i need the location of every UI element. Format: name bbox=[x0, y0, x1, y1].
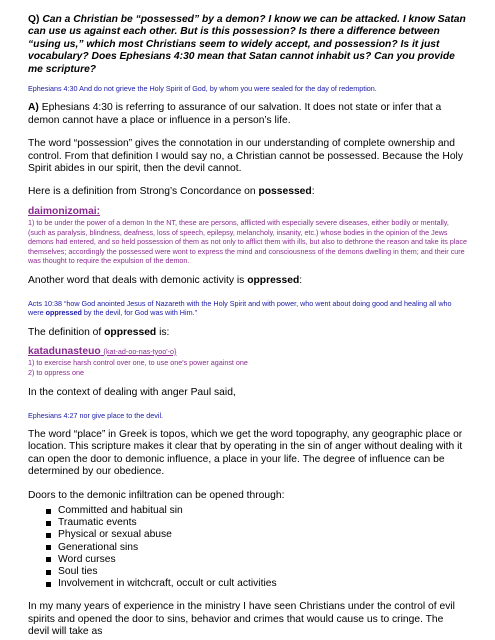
question-label: Q) bbox=[28, 14, 40, 25]
definition-oppressed-word: oppressed bbox=[104, 326, 157, 338]
answer-label: A) bbox=[28, 102, 39, 114]
possessed-word: possessed bbox=[258, 186, 312, 198]
term-katadunasteuo bbox=[28, 346, 467, 358]
katadunasteuo-pronunciation: {kat-ad-oo-nas-tyoo'-o} bbox=[103, 346, 177, 356]
possession-paragraph: The word “possession” gives the connotation in our understanding of complete ownership and control. From that definition I would say no, a Christian cannot be possessed. Because the Holy Spirit abides in our spirit, then the devil cannot. bbox=[28, 138, 463, 175]
list-item: Word curses bbox=[58, 554, 467, 566]
katadunasteuo-definitions bbox=[28, 358, 467, 377]
verse-acts-10-38 bbox=[28, 299, 467, 318]
doors-intro: Doors to the demonic infiltration can be opened through: bbox=[28, 489, 285, 501]
strongs-intro-text: Here is a definition from Strong’s Concordance on bbox=[28, 186, 259, 198]
acts-verse-oppressed: oppressed bbox=[45, 308, 82, 318]
list-item: Committed and habitual sin bbox=[58, 505, 467, 517]
verse-ephesians-4-27: Ephesians 4:27 nor give place to the devil. bbox=[28, 410, 164, 420]
oppressed-intro-text: Another word that deals with demonic activity is bbox=[28, 275, 248, 287]
definition-intro bbox=[28, 327, 467, 339]
definition-intro-after: is: bbox=[156, 326, 170, 338]
question-paragraph bbox=[28, 14, 467, 76]
place-paragraph: The word “place” in Greek is topos, which we get the word topography, any geographic place or location. This scripture makes it clear that by operating in the sin of anger without dealing with it can open the door to demonic influence, a place in your life. The degree of influence can be determined by our obedience. bbox=[28, 428, 463, 478]
oppressed-intro bbox=[28, 275, 467, 287]
acts-verse-text-before: Acts 10:38 “how God anointed Jesus of Nazareth with the Holy Spirit and with power, who went about doing good and healing all who were bbox=[28, 298, 452, 318]
strongs-intro-colon: : bbox=[311, 186, 315, 198]
katadunasteuo-word: katadunasteuo bbox=[28, 345, 101, 357]
definition-daimonizomai: 1) to be under the power of a demon In the NT, these are persons, afflicted with especially severe diseases, either bodily or mentally, (such as paralysis, blindness, deafness, loss of speech, epilepsy, melancholy, insanity, etc.) whose bodies in the opinion of the Jews demons had entered, and so held possession of them as not only to afflict them with ills, but also to dethrone the reason and take its place themselves; accordingly the possessed were wont to express the mind and consciousness of the demons dwelling in them; and their cure was thought to require the expulsion of the demon. bbox=[28, 218, 467, 265]
acts-verse-text-after: by the devil, for God was with Him.” bbox=[81, 308, 197, 318]
list-item: Generational sins bbox=[58, 542, 467, 554]
list-item: Involvement in witchcraft, occult or cult activities bbox=[58, 578, 467, 590]
list-item: Soul ties bbox=[58, 566, 467, 578]
doors-list bbox=[28, 505, 467, 590]
strongs-intro bbox=[28, 186, 467, 198]
list-item: Physical or sexual abuse bbox=[58, 529, 467, 541]
list-item: Traumatic events bbox=[58, 517, 467, 529]
answer-paragraph bbox=[28, 102, 467, 127]
verse-ephesians-4-30: Ephesians 4:30 And do not grieve the Holy Spirit of God, by whom you were sealed for the day of redemption. bbox=[28, 84, 377, 94]
oppressed-word: oppressed bbox=[247, 275, 300, 287]
oppressed-intro-colon: : bbox=[299, 275, 303, 287]
question-text: Can a Christian be “possessed” by a demon? I know we can be attacked. I know Satan can use us against each other. But is this possession? Is there a difference between “using us,” which most Christians seem to widely accept, and possession? Is it just vocabulary? Does Ephesians 4:30 mean that Satan cannot inhabit us? Can you provide me scripture? bbox=[28, 14, 466, 75]
katadunasteuo-definition-1: 1) to exercise harsh control over one, to use one's power against one bbox=[28, 358, 248, 368]
answer-text: Ephesians 4:30 is referring to assurance of our salvation. It does not state or infer that a demon cannot have a place or influence in a person’s life. bbox=[28, 102, 442, 126]
anger-intro: In the context of dealing with anger Paul said, bbox=[28, 387, 236, 399]
katadunasteuo-definition-2: 2) to oppress one bbox=[28, 367, 84, 377]
closing-paragraph: In my many years of experience in the ministry I have seen Christians under the control of evil spirits and opened the door to sins, behavior and crimes that would cause us to cringe. The devil will take as bbox=[28, 601, 455, 638]
term-daimonizomai: daimonizomai: bbox=[28, 205, 101, 217]
definition-intro-text: The definition of bbox=[28, 326, 105, 338]
